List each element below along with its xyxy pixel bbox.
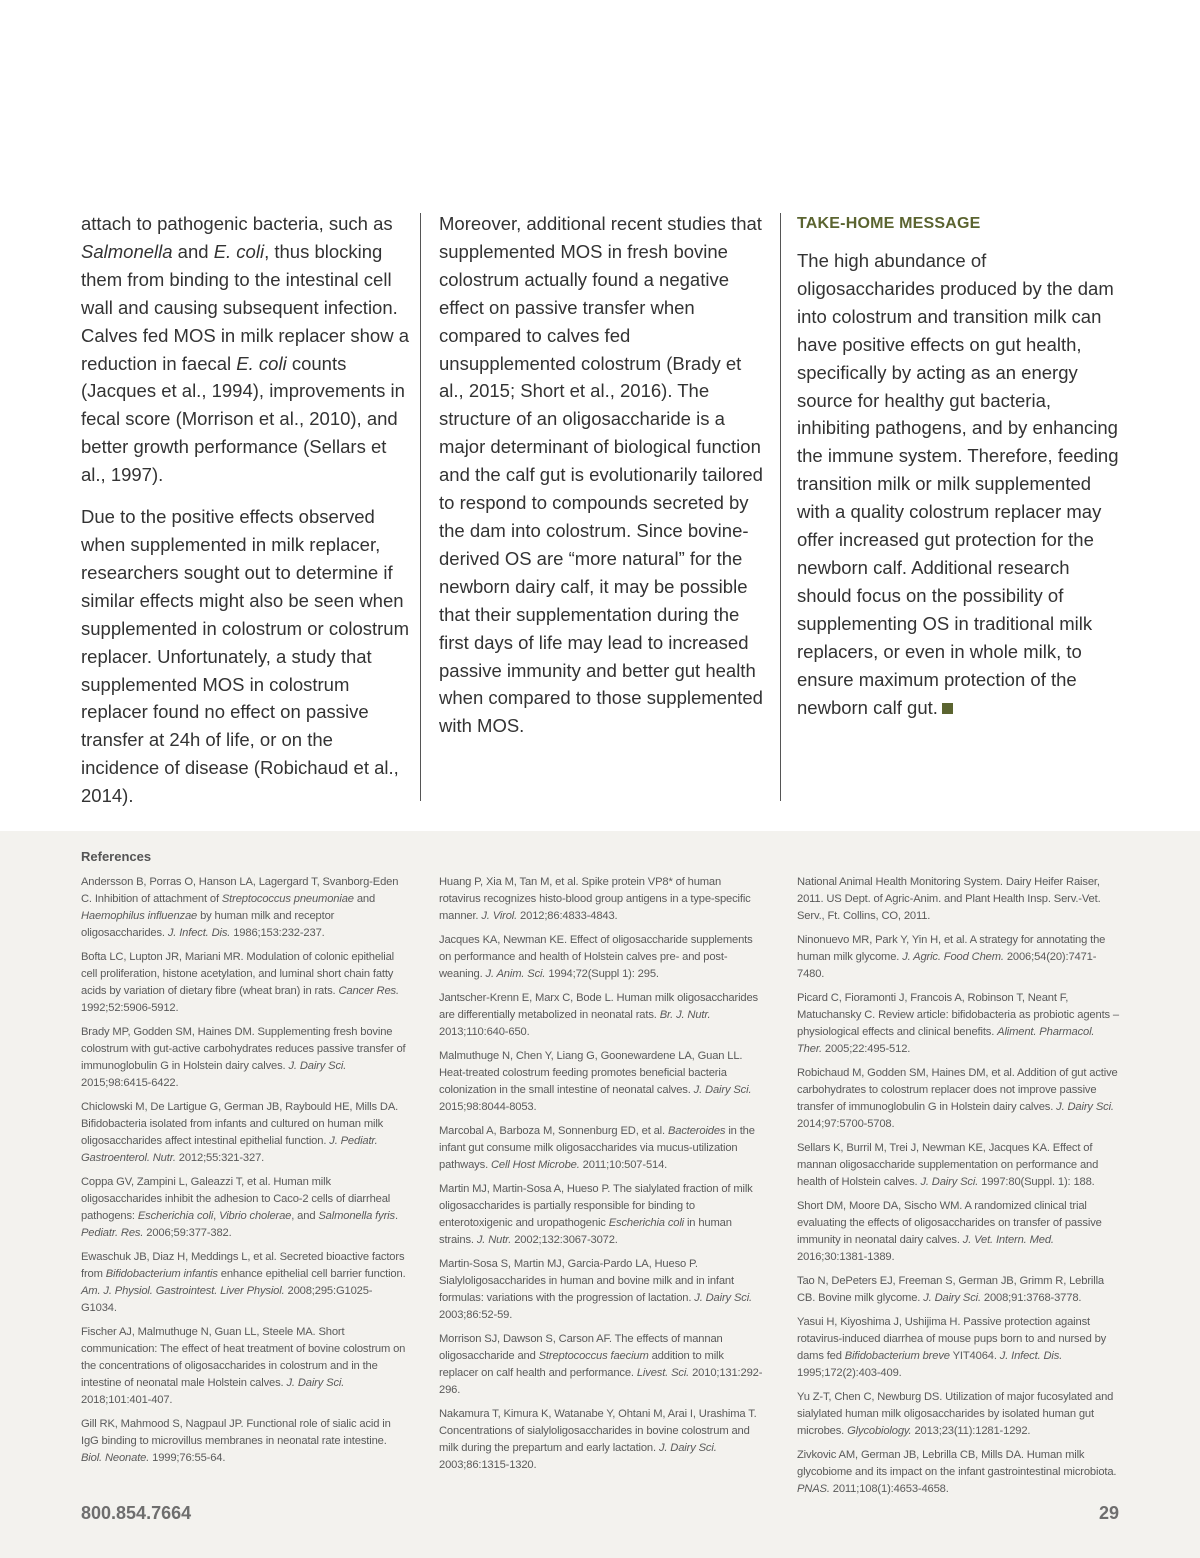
italic-text: J. Nutr. [476,1234,512,1246]
reference-entry: Fischer AJ, Malmuthuge N, Guan LL, Steele MA. Short communication: The effect of heat treatment of bovine colostrum on the concentrations of oligosaccharides in colostrum and in the intestine of neonatal male Holstein calves. J. Dairy Sci. 2018;101:401-407. [81,1326,406,1406]
italic-text: J. Dairy Sci. [286,1377,345,1389]
column-divider [780,213,781,801]
page-number: 29 [1098,1503,1119,1523]
italic-text: Aliment. Pharmacol. Ther. [797,1026,1095,1055]
italic-text: Streptococcus pneumoniae [221,893,354,905]
reference-entry: Coppa GV, Zampini L, Galeazzi T, et al. Human milk oligosaccharides inhibit the adhesion to Caco-2 cells of diarrheal pathogens: Escherichia coli, Vibrio cholerae, and Salmonella fyris. Pediatr. Res. 2006;59:377-382. [81,1176,398,1239]
reference-entry: Marcobal A, Barboza M, Sonnenburg ED, et al. Bacteroides in the infant gut consume milk oligosaccharides via mucus-utilization pathways. Cell Host Microbe. 2011;10:507-514. [439,1125,755,1171]
end-mark-square-icon [942,703,953,714]
references-heading: References [81,849,152,864]
italic-text: J. Agric. Food Chem. [902,951,1004,963]
italic-text: Glycobiology. [847,1425,912,1437]
reference-entry: Martin MJ, Martin-Sosa A, Hueso P. The sialylated fraction of milk oligosaccharides is partially responsible for binding to enterotoxigenic and uropathogenic Escherichia coli in human strains. J. Nutr. 2002;132:3067-3072. [439,1183,753,1246]
italic-text: PNAS. [797,1483,830,1495]
footer-phone-number: 800.854.7664 [81,1503,192,1523]
reference-entry: Ninonuevo MR, Park Y, Yin H, et al. A strategy for annotating the human milk glycome. J. Agric. Food Chem. 2006;54(20):7471-7480. [797,934,1106,980]
body-column-1 [81,210,411,824]
reference-entry: Andersson B, Porras O, Hanson LA, Lagergard T, Svanborg-Eden C. Inhibition of attachment of Streptococcus pneumoniae and Haemophilus influenzae by human milk and receptor oligosaccharides. J. Infect. Dis. 1986;153:232-237. [81,876,399,939]
italic-text: J. Pediatr. Gastroenterol. Nutr. [81,1135,378,1164]
italic-text: Am. J. Physiol. Gastrointest. Liver Physiol. [81,1285,285,1297]
italic-text: J. Dairy Sci. [288,1060,347,1072]
body-paragraph: Moreover, additional recent studies that supplemented MOS in fresh bovine colostrum actually found a negative effect on passive transfer when compared to calves fed unsupplemented colostrum (Brady et al., 2015; Short et al., 2016). The structure of an oligosaccharide is a major determinant of biological function and the calf gut is evolutionarily tailored to respond to compounds secreted by the dam into colostrum. Since bovine-derived OS are “more natural” for the newborn dairy calf, it may be possible that their supplementation during the first days of life may lead to increased passive immunity and better gut health when compared to those supplemented with MOS. [439,213,763,737]
reference-entry: Zivkovic AM, German JB, Lebrilla CB, Mills DA. Human milk glycobiome and its impact on the infant gastrointestinal microbiota. PNAS. 2011;108(1):4653-4658. [797,1449,1117,1495]
italic-text: Vibrio cholerae [219,1210,292,1222]
reference-entry: Yasui H, Kiyoshima J, Ushijima H. Passive protection against rotavirus-induced diarrhea of mouse pups born to and nursed by dams fed Bifidobacterium breve YIT4064. J. Infect. Dis. 1995;172(2):403-409. [797,1316,1107,1379]
reference-entry: Robichaud M, Godden SM, Haines DM, et al. Addition of gut active carbohydrates to colostrum replacer does not improve passive transfer of immunoglobulin G in Holstein dairy calves. J. Dairy Sci. 2014;97:5700-5708. [797,1067,1118,1130]
italic-text: Haemophilus influenzae [81,910,198,922]
italic-text: J. Dairy Sci. [694,1292,752,1304]
take-home-text: The high abundance of oligosaccharides produced by the dam into colostrum and transition milk can have positive effects on gut health, specifically by acting as an energy source for healthy gut bacteria, inhibiting pathogens, and by enhancing the immune system. Therefore, feeding transition milk or milk supplemented with a quality colostrum replacer may offer increased gut protection for the newborn calf. Additional research should focus on the possibility of supplementing OS in traditional milk replacers, or even in whole milk, to ensure maximum protection of the newborn calf gut. [797,250,1119,718]
reference-entry: Morrison SJ, Dawson S, Carson AF. The effects of mannan oligosaccharide and Streptococcus faecium addition to milk replacer on calf health and performance. Livest. Sci. 2010;131:292-296. [439,1333,763,1396]
reference-entry: Brady MP, Godden SM, Haines DM. Supplementing fresh bovine colostrum with gut-active carbohydrates reduces passive transfer of immunoglobulin G in Holstein dairy calves. J. Dairy Sci. 2015;98:6415-6422. [81,1026,406,1089]
italic-text: J. Dairy Sci. [923,1292,981,1304]
italic-text: E. coli [236,352,287,374]
italic-text: Bifidobacterium infantis [105,1268,218,1280]
body-paragraph: Due to the positive effects observed when supplemented in milk replacer, researchers sought out to determine if similar effects might also be seen when supplemented in colostrum or colostrum replacer. Unfortunately, a study that supplemented MOS in colostrum replacer found no effect on passive transfer at 24h of life, or on the incidence of disease (Robichaud et al., 2014). [81,506,410,807]
reference-entry: Jacques KA, Newman KE. Effect of oligosaccharide supplements on performance and health of Holstein calves pre- and post-weaning. J. Anim. Sci. 1994;72(Suppl 1): 295. [439,934,753,980]
body-column-2 [439,210,769,754]
italic-text: J. Anim. Sci. [485,968,546,980]
take-home-message [797,210,1127,735]
reference-entry: Gill RK, Mahmood S, Nagpaul JP. Functional role of sialic acid in IgG binding to microvillus membranes in neonatal rate intestine. Biol. Neonate. 1999;76:55-64. [81,1418,391,1464]
italic-text: E. coli [213,240,265,262]
italic-text: J. Dairy Sci. [693,1084,752,1096]
italic-text: Br. J. Nutr. [659,1009,711,1021]
italic-text: Pediatr. Res. [81,1227,144,1239]
reference-entry: Bofta LC, Lupton JR, Mariani MR. Modulation of colonic epithelial cell proliferation, histone acetylation, and luminal short chain fatty acids by variation of dietary fibre (wheat bran) in rats. Cancer Res. 1992;52:5906-5912. [81,951,399,1014]
reference-entry: Martin-Sosa S, Martin MJ, Garcia-Pardo LA, Hueso P. Sialyloligosaccharides in human and bovine milk and in infant formulas: variations with the progression of lactation. J. Dairy Sci. 2003;86:52-59. [439,1258,752,1321]
italic-text: J. Infect. Dis. [167,927,231,939]
italic-text: J. Infect. Dis. [999,1350,1063,1362]
italic-text: J. Dairy Sci. [1056,1101,1114,1113]
italic-text: J. Dairy Sci. [658,1442,717,1454]
reference-entry: Picard C, Fioramonti J, Francois A, Robinson T, Neant F, Matuchansky C. Review article: bifidobacteria as probiotic agents – physiological effects and clinical benefits. Aliment. Pharmacol. Ther. 2005;22:495-512. [797,992,1120,1055]
reference-entry: Chiclowski M, De Lartigue G, German JB, Raybould HE, Mills DA. Bifidobacteria isolated from infants and cultured on human milk oligosaccharides affect intestinal epithelial function. J. Pediatr. Gastroenterol. Nutr. 2012;55:321-327. [81,1101,399,1164]
take-home-title: TAKE-HOME MESSAGE [797,215,981,232]
body-paragraph: attach to pathogenic bacteria, such as Salmonella and E. coli, thus blocking them from binding to the intestinal cell wall and causing subsequent infection. Calves fed MOS in milk replacer show a reduction in faecal E. coli counts (Jacques et al., 1994), improvements in fecal score (Morrison et al., 2010), and better growth performance (Sellars et al., 1997). [81,213,409,486]
italic-text: J. Dairy Sci. [920,1176,979,1188]
italic-text: Cell Host Microbe. [490,1159,580,1171]
italic-text: J. Vet. Intern. Med. [962,1234,1054,1246]
italic-text: Livest. Sci. [636,1367,690,1379]
italic-text: Salmonella fyris [318,1210,395,1222]
references-column-1 [81,874,406,1474]
italic-text: Bacteroides [667,1125,726,1137]
italic-text: Cancer Res. [338,985,399,997]
italic-text: Salmonella [81,240,173,262]
references-column-3 [797,874,1122,1505]
reference-entry: Short DM, Moore DA, Sischo WM. A randomized clinical trial evaluating the effects of oligosaccharides on transfer of passive immunity in neonatal dairy calves. J. Vet. Intern. Med. 2016;30:1381-1389. [797,1200,1102,1263]
italic-text: J. Virol. [481,910,518,922]
reference-entry: National Animal Health Monitoring System. Dairy Heifer Raiser, 2011. US Dept. of Agric-Anim. and Plant Health Insp. Serv.-Vet. Serv., Ft. Collins, CO, 2011. [797,876,1101,922]
italic-text: Escherichia coli [608,1217,685,1229]
reference-entry: Jantscher-Krenn E, Marx C, Bode L. Human milk oligosaccharides are differentially metabolized in neonatal rats. Br. J. Nutr. 2013;110:640-650. [439,992,759,1038]
reference-entry: Tao N, DePeters EJ, Freeman S, German JB, Grimm R, Lebrilla CB. Bovine milk glycome. J. Dairy Sci. 2008;91:3768-3778. [797,1275,1104,1304]
italic-text: Bifidobacterium breve [844,1350,950,1362]
reference-entry: Nakamura T, Kimura K, Watanabe Y, Ohtani M, Arai I, Urashima T. Concentrations of sialyloligosaccharides in bovine colostrum and milk during the prepartum and early lactation. J. Dairy Sci. 2003;86:1315-1320. [439,1408,757,1471]
italic-text: Streptococcus faecium [538,1350,649,1362]
reference-entry: Yu Z-T, Chen C, Newburg DS. Utilization of major fucosylated and sialylated human milk oligosaccharides by isolated human gut microbes. Glycobiology. 2013;23(11):1281-1292. [797,1391,1114,1437]
reference-entry: Huang P, Xia M, Tan M, et al. Spike protein VP8* of human rotavirus recognizes histo-blood group antigens in a type-specific manner. J. Virol. 2012;86:4833-4843. [439,876,751,922]
reference-entry: Ewaschuk JB, Diaz H, Meddings L, et al. Secreted bioactive factors from Bifidobacterium infantis enhance epithelial cell barrier function. Am. J. Physiol. Gastrointest. Liver Physiol. 2008;295:G1025-G1034. [81,1251,406,1314]
column-divider [420,213,421,801]
italic-text: Biol. Neonate. [81,1452,150,1464]
reference-entry: Malmuthuge N, Chen Y, Liang G, Goonewardene LA, Guan LL. Heat-treated colostrum feeding promotes beneficial bacteria colonization in the small intestine of neonatal calves. J. Dairy Sci. 2015;98:8044-8053. [439,1050,752,1113]
italic-text: Escherichia coli [137,1210,214,1222]
reference-entry: Sellars K, Burril M, Trei J, Newman KE, Jacques KA. Effect of mannan oligosaccharide supplementation on performance and health of Holstein calves. J. Dairy Sci. 1997:80(Suppl. 1): 188. [797,1142,1099,1188]
references-column-2 [439,874,764,1481]
